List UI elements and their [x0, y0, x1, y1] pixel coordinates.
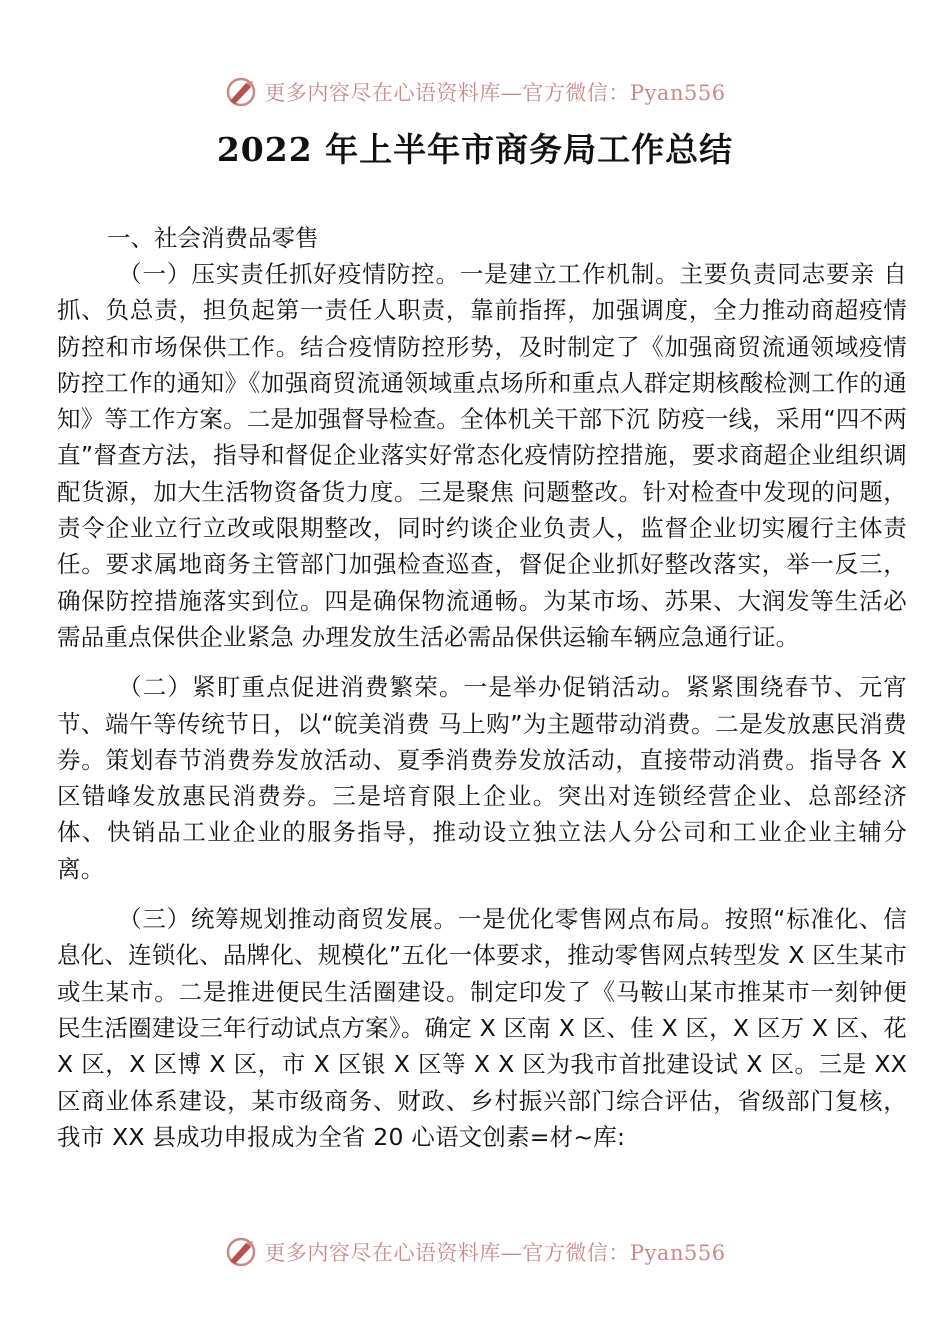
paragraph: （二）紧盯重点促进消费繁荣。一是举办促销活动。紧紧围绕春节、元宵节、端午等传统节日，以“皖美消费 马上购”为主题带动消费。二是发放惠民消费券。策划春节消费券发放活动、夏季消费券发放活动，直接带动消费。指导各 X 区错峰发放惠民消费券。三是培育限上企业。突出对连锁经营企业、总部经济体、快销品工业企业的服务指导，推动设立独立法人分公司和工业企业主辅分离。 — [57, 673, 907, 883]
paragraph: （三）统筹规划推动商贸发展。一是优化零售网点布局。按照“标准化、信息化、连锁化、品牌化、规模化”五化一体要求，推动零售网点转型发 X 区生某市或生某市。二是推进便民生活圈建设。制定印发了《马鞍山某市推某市一刻钟便民生活圈建设三年行动试点方案》。确定 X 区南 X 区、佳 X 区，X 区万 X 区、花 X 区，X 区博 X 区，市 X 区银 X 区等 X X 区为我市首批建设试 X 区。三是 XX 区商业体系建设，某市级商务、财政、乡村振兴部门综合评估，省级部门复核，我市 XX 县成功申报成为全省 20 心语文创素=材~库: — [57, 905, 907, 1151]
watermark-text: 更多内容尽在心语资料库—官方微信：Pyan556 — [264, 1241, 726, 1265]
pen-nib-logo-icon — [224, 75, 258, 109]
document-body — [57, 220, 907, 1155]
section-heading: 一、社会消费品零售 — [107, 224, 319, 252]
footer-watermark — [0, 1232, 950, 1272]
header-watermark — [0, 72, 950, 112]
paragraph: （一）压实责任抓好疫情防控。一是建立工作机制。主要负责同志要亲 自抓、负总责，担负起第一责任人职责，靠前指挥，加强调度，全力推动商超疫情防控和市场保供工作。结合疫情防控形势，及时制定了《加强商贸流通领域疫情防控工作的通知》《加强商贸流通领域重点场所和重点人群定期核酸检测工作的通知》等工作方案。二是加强督导检查。全体机关干部下沉 防疫一线，采用“四不两直”督查方法，指导和督促企业落实好常态化疫情防控措施，要求商超企业组织调配货源，加大生活物资备货力度。三是聚焦 问题整改。针对检查中发现的问题，责令企业立行立改或限期整改，同时约谈企业负责人，监督企业切实履行主体责任。要求属地商务主管部门加强检查巡查，督促企业抓好整改落实，举一反三，确保防控措施落实到位。四是确保物流通畅。为某市场、苏果、大润发等生活必需品重点保供企业紧急 办理发放生活必需品保供运输车辆应急通行证。 — [57, 260, 907, 651]
pen-nib-logo-icon — [224, 1235, 258, 1269]
document-title: 2022 年上半年市商务局工作总结 — [216, 130, 734, 169]
watermark-text: 更多内容尽在心语资料库—官方微信：Pyan556 — [264, 81, 726, 105]
